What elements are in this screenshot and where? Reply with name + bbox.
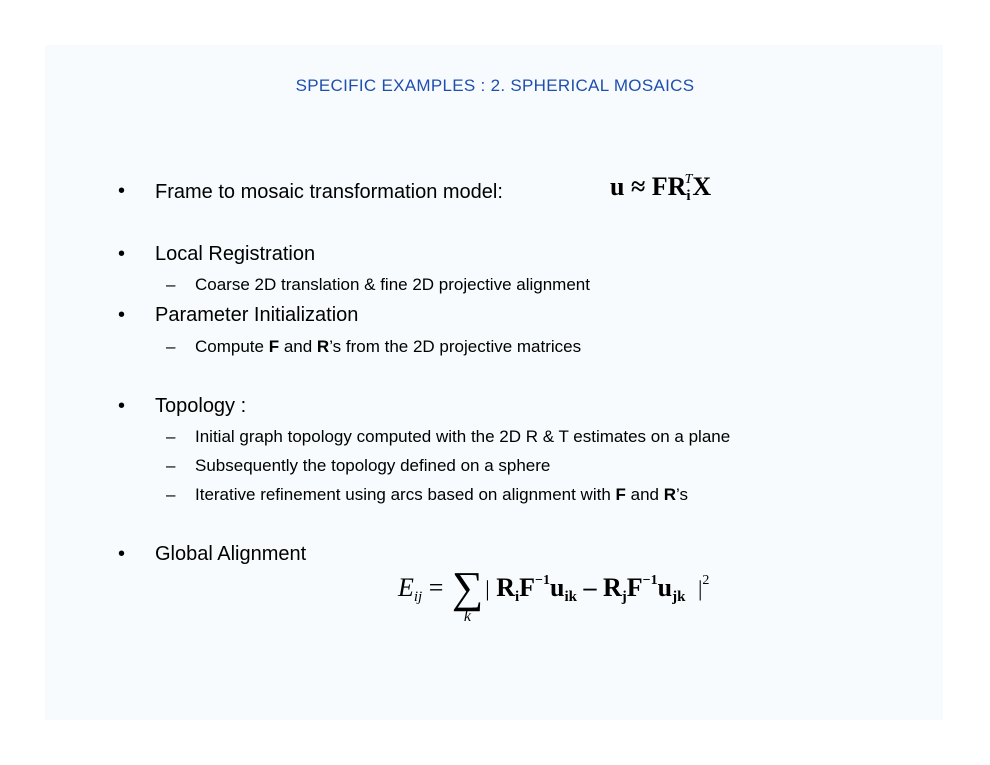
dash-marker: – [166, 456, 176, 475]
bullet-marker: • [118, 304, 126, 326]
bullet-topology: Topology : [155, 395, 247, 417]
global-alignment-formula: $E_{ij}$ = ∑ k | $R_iF^{-1}u_{ik} - R_jF^{-1}u_{jk}$ $|^2$ [398, 563, 710, 625]
bullet-frame-to-mosaic: Frame to mosaic transformation model: [155, 181, 503, 203]
transformation-formula: $u \approx FR_i^TX$ [610, 172, 712, 204]
sub-item-iterative-refinement: Iterative refinement using arcs based on alignment with F and R’s [195, 485, 688, 504]
slide-background [45, 45, 943, 720]
bullet-local-registration: Local Registration [155, 243, 316, 265]
sub-item-coarse-translation: Coarse 2D translation & fine 2D projective alignment [195, 275, 590, 294]
bullet-marker: • [118, 395, 126, 417]
dash-marker: – [166, 275, 176, 294]
dash-marker: – [166, 337, 176, 356]
bullet-global-alignment: Global Alignment [155, 543, 307, 565]
bullet-marker: • [118, 543, 126, 565]
bullet-marker: • [118, 243, 126, 265]
bullet-parameter-initialization: Parameter Initialization [155, 304, 359, 326]
slide-title: SPECIFIC EXAMPLES : 2. SPHERICAL MOSAICS [295, 76, 695, 95]
sub-item-sphere-topology: Subsequently the topology defined on a sphere [195, 456, 551, 475]
sub-item-compute-f-r: Compute F and R’s from the 2D projective matrices [195, 337, 582, 356]
dash-marker: – [166, 427, 176, 446]
sub-item-initial-graph: Initial graph topology computed with the 2D R & T estimates on a plane [195, 427, 731, 446]
dash-marker: – [166, 485, 176, 504]
bullet-marker: • [118, 180, 126, 202]
